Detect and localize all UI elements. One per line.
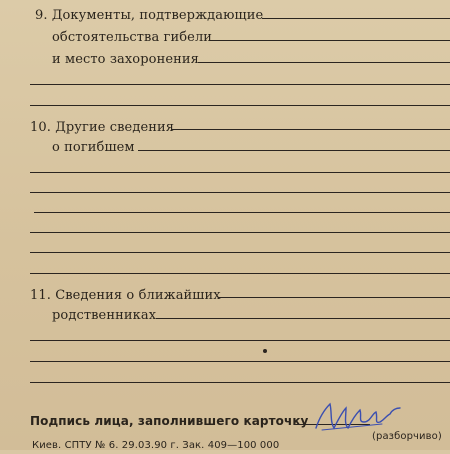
- section-9-fill-line[interactable]: [210, 40, 450, 41]
- section-11-fill-line[interactable]: [30, 382, 450, 383]
- section-10-label-line-2: о погибшем: [52, 140, 135, 155]
- section-10-fill-line[interactable]: [30, 192, 450, 193]
- section-11-label-line-1: 11. Сведения о ближайших: [30, 288, 221, 303]
- section-10-fill-line[interactable]: [30, 172, 450, 173]
- section-9-label-line-3: и место захоронения: [52, 52, 199, 67]
- section-9-fill-line[interactable]: [262, 18, 450, 19]
- section-10-fill-line[interactable]: [172, 129, 450, 130]
- section-9-fill-line[interactable]: [30, 105, 450, 106]
- print-info: Киев. СПТУ № 6. 29.03.90 г. Зак. 409—100 000: [32, 440, 280, 451]
- section-9-fill-line[interactable]: [198, 62, 450, 63]
- section-11-fill-line[interactable]: [30, 340, 450, 341]
- section-10-label-line-1: 10. Другие сведения: [30, 120, 175, 135]
- section-10-fill-line[interactable]: [30, 232, 450, 233]
- section-9-label-line-2: обстоятельства гибели: [52, 30, 213, 45]
- section-10-fill-line[interactable]: [30, 252, 450, 253]
- ink-dot: [263, 349, 267, 353]
- section-11-fill-line[interactable]: [156, 318, 450, 319]
- section-11-label-line-2: родственниках: [52, 308, 157, 323]
- signature-label: Подпись лица, заполнившего карточку: [30, 414, 309, 428]
- section-10-fill-line[interactable]: [34, 212, 450, 213]
- section-10-fill-line[interactable]: [138, 150, 450, 151]
- section-11-fill-line[interactable]: [30, 361, 450, 362]
- section-9-label-line-1: 9. Документы, подтверждающие: [35, 8, 264, 23]
- section-9-fill-line[interactable]: [30, 84, 450, 85]
- legible-note: (разборчиво): [372, 431, 442, 442]
- section-11-fill-line[interactable]: [218, 297, 450, 298]
- section-10-fill-line[interactable]: [30, 273, 450, 274]
